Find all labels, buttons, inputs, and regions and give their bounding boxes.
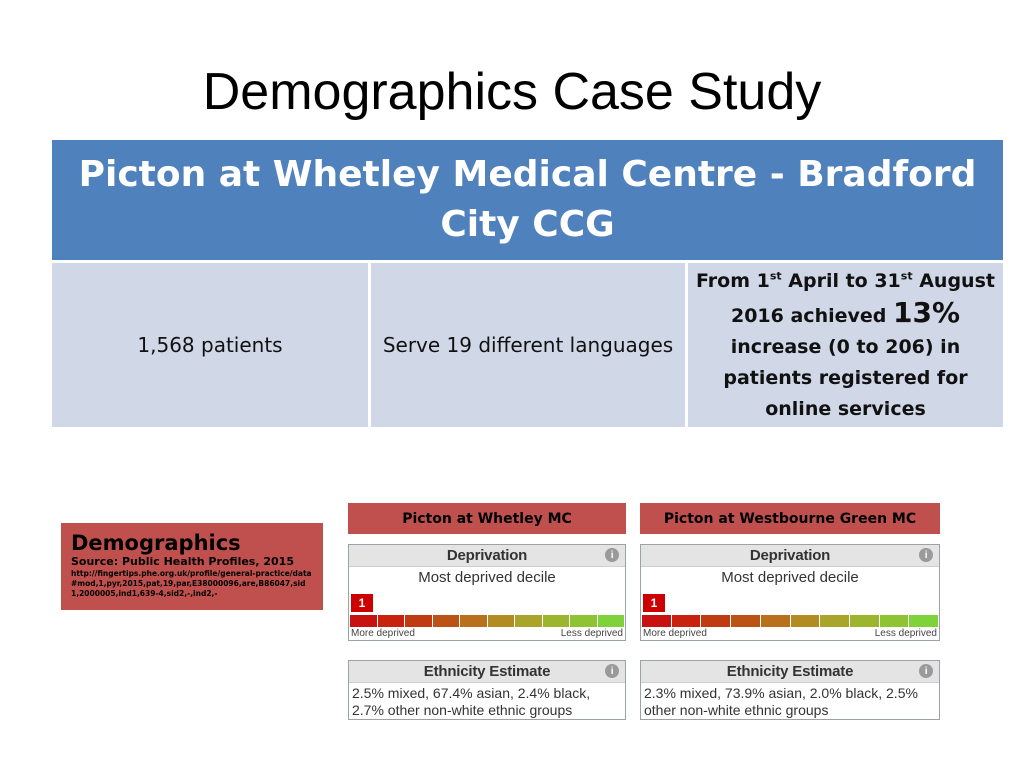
decile-segment-6	[791, 615, 820, 627]
decile-segment-2	[672, 615, 701, 627]
decile-segment-9	[570, 615, 597, 627]
demographics-box	[61, 523, 323, 610]
decile-segment-2	[378, 615, 405, 627]
deprivation-heading-label: Deprivation	[446, 547, 528, 564]
achievement-part2: April to 31	[781, 269, 901, 292]
ethnicity-heading	[641, 661, 939, 683]
practice-panel-whetley	[348, 503, 626, 720]
decile-segment-7	[515, 615, 542, 627]
deprivation-scale-labels	[351, 628, 623, 639]
deprivation-subtitle: Most deprived decile	[721, 569, 859, 586]
ethnicity-heading	[349, 661, 625, 683]
deprivation-scale-labels	[643, 628, 937, 639]
table-header: Picton at Whetley Medical Centre - Bradford City CCG	[52, 140, 1003, 260]
decile-bar	[641, 615, 939, 627]
decile-segment-1	[350, 615, 377, 627]
deprivation-heading-label: Deprivation	[749, 547, 831, 564]
decile-segment-9	[880, 615, 909, 627]
achievement-part3: August 2016 achieved	[730, 269, 995, 327]
languages-cell: Serve 19 different languages	[371, 263, 685, 427]
info-icon[interactable]: i	[605, 548, 619, 562]
ethnicity-card	[640, 660, 940, 720]
deprivation-heading	[349, 545, 625, 567]
decile-segment-1	[642, 615, 671, 627]
deprivation-subtitle: Most deprived decile	[418, 569, 556, 586]
achievement-part4: increase (0 to 206) in patients registered for online services	[723, 335, 968, 420]
achievement-percent: 13%	[892, 295, 961, 329]
summary-table	[52, 140, 1003, 427]
ethnicity-text: 2.5% mixed, 67.4% asian, 2.4% black, 2.7% other non-white ethnic groups	[352, 685, 591, 718]
ethnicity-heading-label: Ethnicity Estimate	[423, 663, 551, 680]
info-icon[interactable]: i	[605, 664, 619, 678]
demographics-title: Demographics	[71, 531, 241, 555]
practice-name: Picton at Westbourne Green MC	[640, 503, 940, 534]
demographics-source: Source: Public Health Profiles, 2015	[71, 555, 294, 568]
decile-marker: 1	[643, 594, 665, 612]
decile-segment-3	[701, 615, 730, 627]
achievement-text	[694, 266, 997, 425]
more-deprived-label: More deprived	[643, 628, 707, 639]
more-deprived-label: More deprived	[351, 628, 415, 639]
table-row	[52, 263, 1003, 427]
less-deprived-label: Less deprived	[560, 628, 623, 639]
decile-segment-3	[405, 615, 432, 627]
slide-title: Demographics Case Study	[202, 63, 822, 121]
decile-segment-5	[460, 615, 487, 627]
decile-segment-7	[820, 615, 849, 627]
decile-marker: 1	[351, 594, 373, 612]
decile-bar	[349, 615, 625, 627]
info-icon[interactable]: i	[919, 548, 933, 562]
decile-segment-8	[543, 615, 570, 627]
deprivation-card	[348, 544, 626, 641]
ethnicity-heading-label: Ethnicity Estimate	[726, 663, 854, 680]
practice-name: Picton at Whetley MC	[348, 503, 626, 534]
info-icon[interactable]: i	[919, 664, 933, 678]
decile-segment-6	[488, 615, 515, 627]
achievement-sup2: st	[900, 269, 913, 283]
decile-segment-8	[850, 615, 879, 627]
deprivation-card	[640, 544, 940, 641]
ethnicity-card	[348, 660, 626, 720]
achievement-cell	[688, 263, 1003, 427]
achievement-sup1: st	[769, 269, 782, 283]
decile-segment-5	[761, 615, 790, 627]
practice-panel-westbourne	[640, 503, 940, 720]
decile-segment-4	[731, 615, 760, 627]
ethnicity-text: 2.3% mixed, 73.9% asian, 2.0% black, 2.5% other non-white ethnic groups	[644, 685, 918, 718]
demographics-url[interactable]: http://fingertips.phe.org.uk/profile/general-practice/data#mod,1,pyr,2015,pat,19,par,E38000096,are,B86047,sid1,2000005,ind1,639-4,sid2,-,ind2,-	[71, 569, 312, 598]
decile-segment-4	[433, 615, 460, 627]
less-deprived-label: Less deprived	[874, 628, 937, 639]
decile-segment-10	[909, 615, 938, 627]
decile-segment-10	[598, 615, 625, 627]
deprivation-heading	[641, 545, 939, 567]
achievement-part1: From 1	[696, 269, 770, 292]
patients-cell: 1,568 patients	[52, 263, 368, 427]
